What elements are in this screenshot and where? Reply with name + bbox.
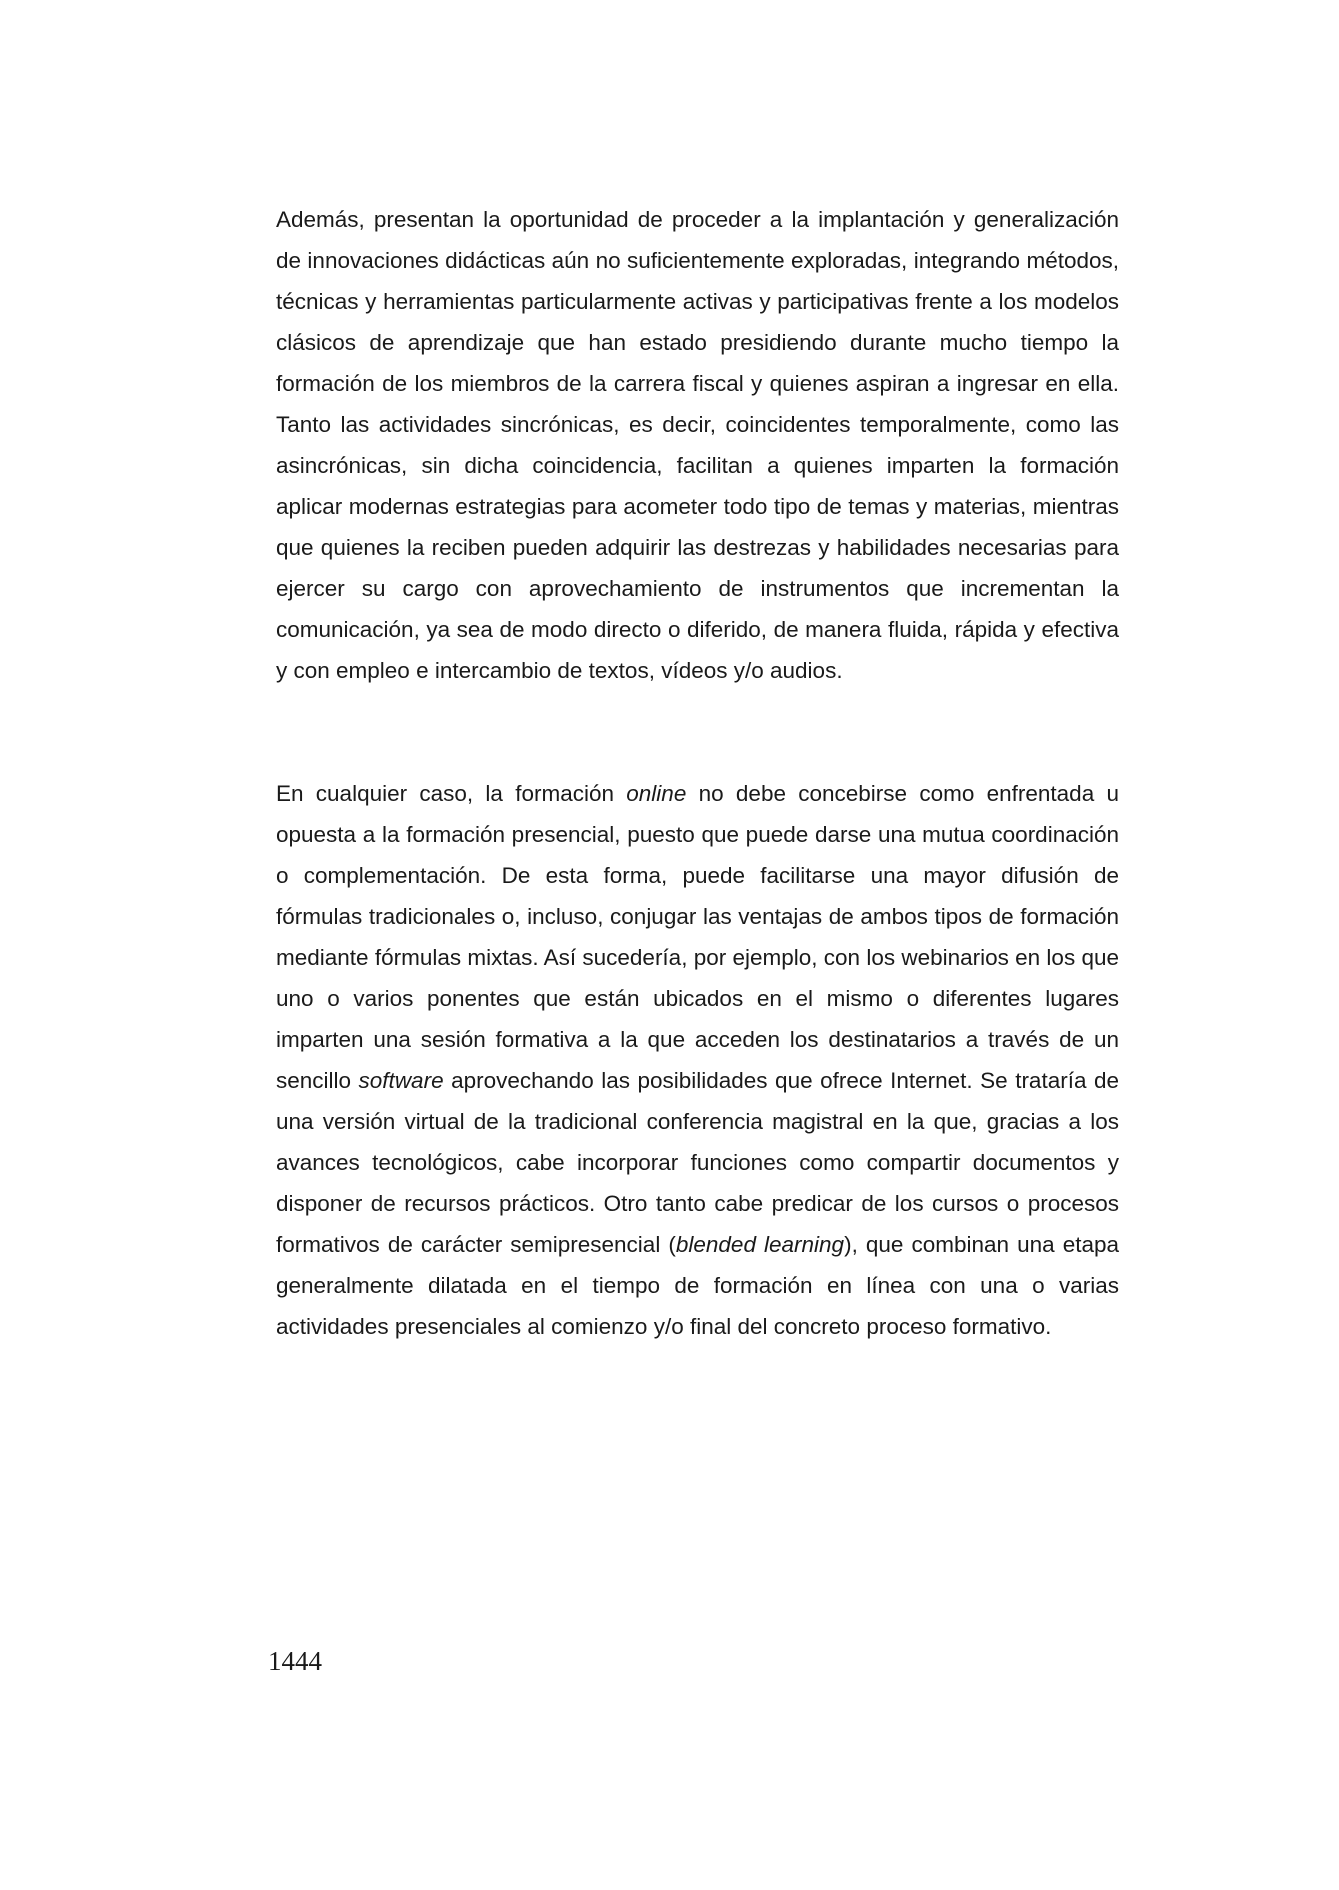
paragraph-2-text-2: no debe concebirse como enfrentada u opuesta a la formación presencial, puesto que puede darse una mutua coordinación o complementación. De esta forma, puede facilitarse una mayor difusión de fórmulas tradicionales o, incluso, conjugar las ventajas de ambos tipos de formación mediante fórmulas mixtas. Así sucedería, por ejemplo, con los webinarios en los que uno o varios ponentes que están ubicados en el mismo o diferentes lugares imparten una sesión formativa a la que acceden los destinatarios a través de un sencillo [276, 781, 1119, 1093]
paragraph-2-italic-online: online [626, 781, 687, 806]
paragraph-2-text-1: En cualquier caso, la formación [276, 781, 627, 806]
paragraph-2-text-4: ), que combinan una etapa generalmente dilatada en el tiempo de formación en línea con una o varias actividades presenciales al comienzo y/o final del concreto proceso formativo. [276, 1232, 1120, 1339]
page-number: 1444 [268, 1646, 322, 1676]
body-paragraph-1: Además, presentan la oportunidad de proceder a la implantación y generalización de innovaciones didácticas aún no suficientemente exploradas, integrando métodos, técnicas y herramientas particularmente activas y participativas frente a los modelos clásicos de aprendizaje que han estado presidiendo durante mucho tiempo la formación de los miembros de la carrera fiscal y quienes aspiran a ingresar en ella. Tanto las actividades sincrónicas, es decir, coincidentes temporalmente, como las asincrónicas, sin dicha coincidencia, facilitan a quienes imparten la formación aplicar modernas estrategias para acometer todo tipo de temas y materias, mientras que quienes la reciben pueden adquirir las destrezas y habilidades necesarias para ejercer su cargo con aprovechamiento de instrumentos que incrementan la comunicación, ya sea de modo directo o diferido, de manera fluida, rápida y efectiva y con empleo e intercambio de textos, vídeos y/o audios. [276, 207, 1119, 683]
paragraph-2-italic-blended-learning: blended learning [675, 1232, 845, 1257]
paragraph-2-text-3: aprovechando las posibilidades que ofrece Internet. Se trataría de una versión virtual de la tradicional conferencia magistral en la que, gracias a los avances tecnológicos, cabe incorporar funciones como compartir documentos y disponer de recursos prácticos. Otro tanto cabe predicar de los cursos o procesos formativos de carácter semipresencial ( [276, 1068, 1119, 1257]
body-paragraph-2 [276, 773, 1119, 1347]
paragraph-2-italic-software: software [358, 1068, 444, 1093]
